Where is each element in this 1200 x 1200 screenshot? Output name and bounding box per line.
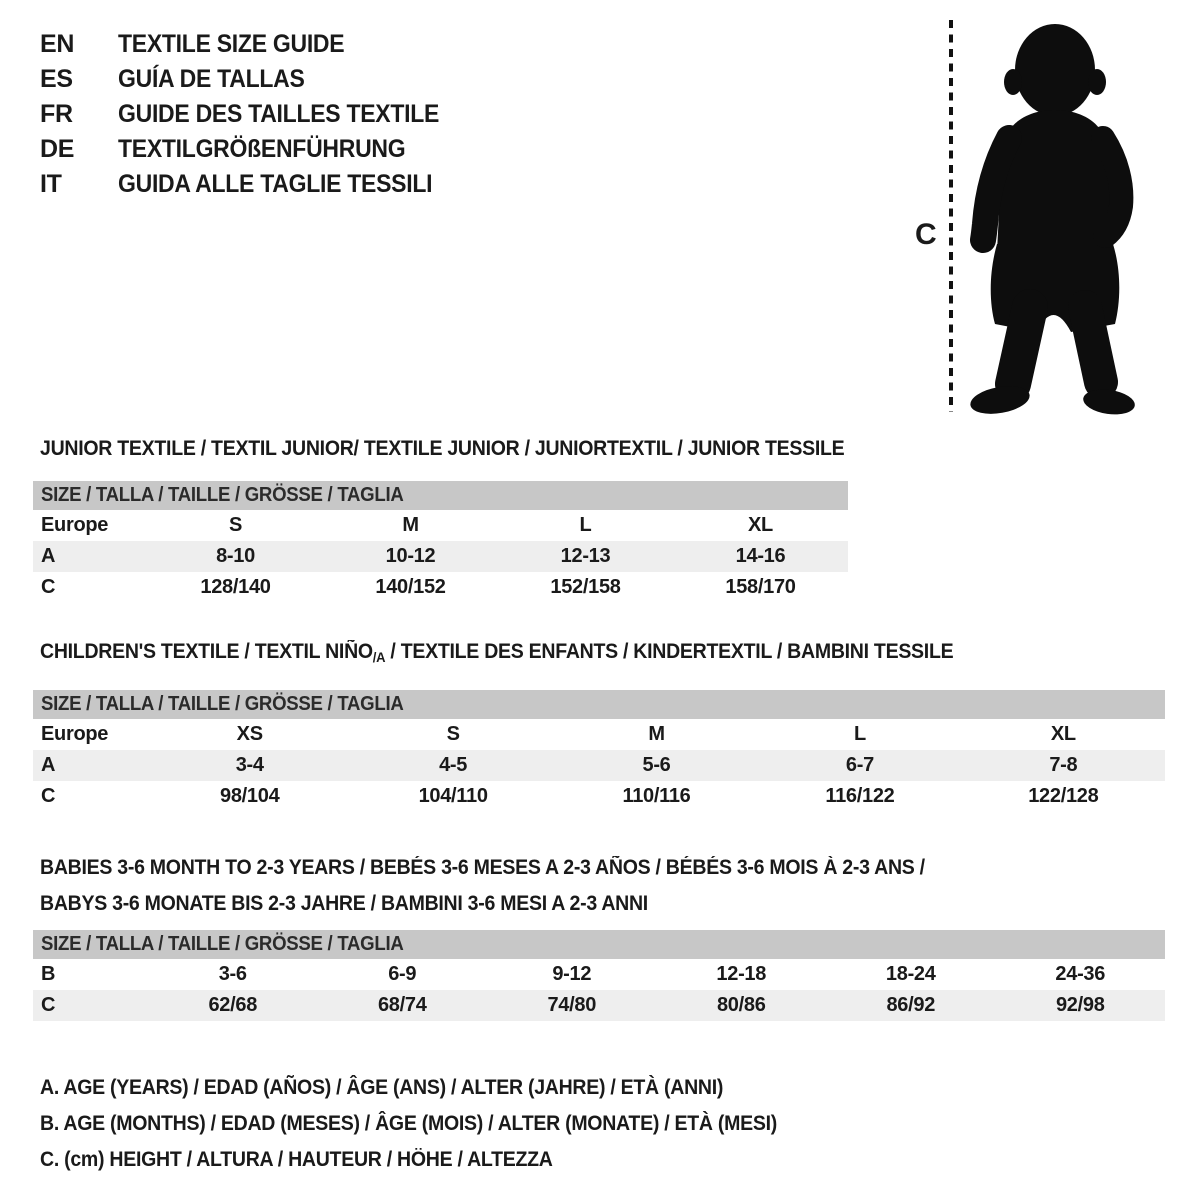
age-cell: 3-4	[235, 754, 264, 776]
children-section-title-text	[40, 639, 953, 670]
size-header-label: SIZE / TALLA / TAILLE / GRÖSSE / TAGLIA	[41, 933, 404, 955]
size-column-header: XL	[1050, 723, 1076, 745]
height-cell: 152/158	[550, 576, 621, 598]
table-row-europe	[33, 510, 848, 541]
height-cell: 110/116	[622, 785, 691, 807]
legend-line-b	[40, 1106, 832, 1142]
language-code: DE	[40, 135, 75, 163]
table-row-age-months	[33, 959, 1165, 990]
age-months-cell: 24-36	[1055, 963, 1106, 985]
size-column-header: M	[402, 514, 419, 536]
size-column-header: XS	[236, 723, 263, 745]
babies-title-line1: BABIES 3-6 MONTH TO 2-3 YEARS / BEBÉS 3-6 MESES A 2-3 AÑOS / BÉBÉS 3-6 MOIS À 2-3 ANS /	[40, 856, 925, 879]
table-row-height	[33, 990, 1165, 1021]
height-cell: 104/110	[418, 785, 488, 807]
silhouette-leg-left	[1013, 307, 1030, 384]
height-cell: 122/128	[1028, 785, 1099, 807]
age-cell: 4-5	[439, 754, 468, 776]
children-section-title	[40, 639, 1022, 670]
age-cell: 12-13	[560, 545, 611, 567]
height-cell: 74/80	[547, 994, 597, 1016]
size-column-header: S	[446, 723, 460, 745]
language-code: FR	[40, 100, 73, 128]
toddler-height-figure	[905, 12, 1155, 417]
silhouette-leg-right	[1085, 307, 1101, 382]
age-months-cell: 3-6	[218, 963, 247, 985]
silhouette-head	[1015, 24, 1095, 116]
language-code: ES	[40, 65, 73, 93]
language-row-es	[40, 62, 467, 97]
age-cell: 7-8	[1049, 754, 1078, 776]
title-part-sub: /A	[372, 649, 386, 665]
language-title: TEXTILE SIZE GUIDE	[118, 30, 345, 58]
language-row-en	[40, 27, 467, 62]
height-cell: 116/122	[825, 785, 895, 807]
language-title: GUÍA DE TALLAS	[118, 65, 305, 93]
size-column-header: XL	[748, 514, 773, 536]
table-row-height	[33, 572, 848, 603]
measurement-legend	[40, 1070, 832, 1178]
title-part-pre: CHILDREN'S TEXTILE / TEXTIL NIÑO	[40, 640, 373, 663]
legend-line-c-text: C. (cm) HEIGHT / ALTURA / HAUTEUR / HÖHE / ALTEZZA	[40, 1148, 553, 1171]
row-label: C	[41, 785, 56, 807]
age-cell: 8-10	[216, 545, 255, 567]
junior-section-title	[40, 436, 905, 462]
language-row-it	[40, 167, 467, 202]
size-column-header: S	[228, 514, 243, 536]
height-cell: 92/98	[1055, 994, 1105, 1016]
title-part-post: / TEXTILE DES ENFANTS / KINDERTEXTIL / BAMBINI TESSILE	[385, 640, 954, 663]
junior-section-title-text: JUNIOR TEXTILE / TEXTIL JUNIOR/ TEXTILE JUNIOR / JUNIORTEXTIL / JUNIOR TESSILE	[40, 437, 845, 460]
table-row-age	[33, 750, 1165, 781]
age-cell: 5-6	[642, 754, 671, 776]
size-column-header: L	[579, 514, 592, 536]
children-size-table	[33, 690, 1165, 812]
table-row-europe	[33, 719, 1165, 750]
row-label: C	[41, 994, 56, 1016]
row-label: A	[41, 754, 56, 776]
size-column-header: L	[853, 723, 866, 745]
height-cell: 62/68	[208, 994, 258, 1016]
language-code: EN	[40, 30, 75, 58]
size-header-label: SIZE / TALLA / TAILLE / GRÖSSE / TAGLIA	[41, 484, 404, 506]
toddler-silhouette	[968, 24, 1136, 417]
language-row-de	[40, 132, 467, 167]
table-row-age	[33, 541, 848, 572]
legend-line-a-text: A. AGE (YEARS) / EDAD (AÑOS) / ÂGE (ANS) / ALTER (JAHRE) / ETÀ (ANNI)	[40, 1076, 724, 1099]
language-title: TEXTILGRÖßENFÜHRUNG	[118, 135, 406, 163]
babies-section-title	[40, 850, 991, 922]
size-table-header-bar	[33, 690, 1165, 719]
height-cell: 98/104	[220, 785, 280, 807]
table-row-height	[33, 781, 1165, 812]
age-cell: 14-16	[735, 545, 786, 567]
row-label: Europe	[41, 514, 109, 536]
height-cell: 158/170	[725, 576, 796, 598]
age-cell: 10-12	[385, 545, 436, 567]
legend-line-a	[40, 1070, 832, 1106]
language-list	[40, 27, 467, 202]
language-title: GUIDE DES TAILLES TEXTILE	[118, 100, 440, 128]
row-label: A	[41, 545, 56, 567]
junior-size-table	[33, 481, 848, 603]
legend-line-b-text: B. AGE (MONTHS) / EDAD (MESES) / ÂGE (MOIS) / ALTER (MONATE) / ETÀ (MESI)	[40, 1112, 777, 1135]
height-cell: 128/140	[200, 576, 271, 598]
age-months-cell: 9-12	[552, 963, 592, 985]
size-table-header-bar	[33, 481, 848, 510]
age-cell: 6-7	[845, 754, 874, 776]
babies-title-line2: BABYS 3-6 MONATE BIS 2-3 JAHRE / BAMBINI 3-6 MESI A 2-3 ANNI	[40, 892, 648, 915]
language-title: GUIDA ALLE TAGLIE TESSILI	[118, 170, 433, 198]
height-cell: 68/74	[377, 994, 427, 1016]
silhouette-ear-right	[1088, 69, 1106, 95]
language-row-fr	[40, 97, 467, 132]
legend-line-c	[40, 1142, 832, 1178]
row-label: C	[41, 576, 56, 598]
size-header-label: SIZE / TALLA / TAILLE / GRÖSSE / TAGLIA	[41, 693, 404, 715]
height-cell: 86/92	[886, 994, 936, 1016]
babies-size-table	[33, 930, 1165, 1021]
size-table-header-bar	[33, 930, 1165, 959]
row-label: Europe	[41, 723, 109, 745]
age-months-cell: 12-18	[716, 963, 767, 985]
silhouette-ear-left	[1004, 69, 1022, 95]
age-months-cell: 18-24	[885, 963, 936, 985]
size-column-header: M	[648, 723, 665, 745]
age-months-cell: 6-9	[388, 963, 417, 985]
height-cell: 80/86	[716, 994, 766, 1016]
row-label: B	[41, 963, 56, 985]
language-code: IT	[40, 170, 62, 198]
height-cell: 140/152	[375, 576, 446, 598]
height-marker-label: C	[915, 218, 937, 251]
